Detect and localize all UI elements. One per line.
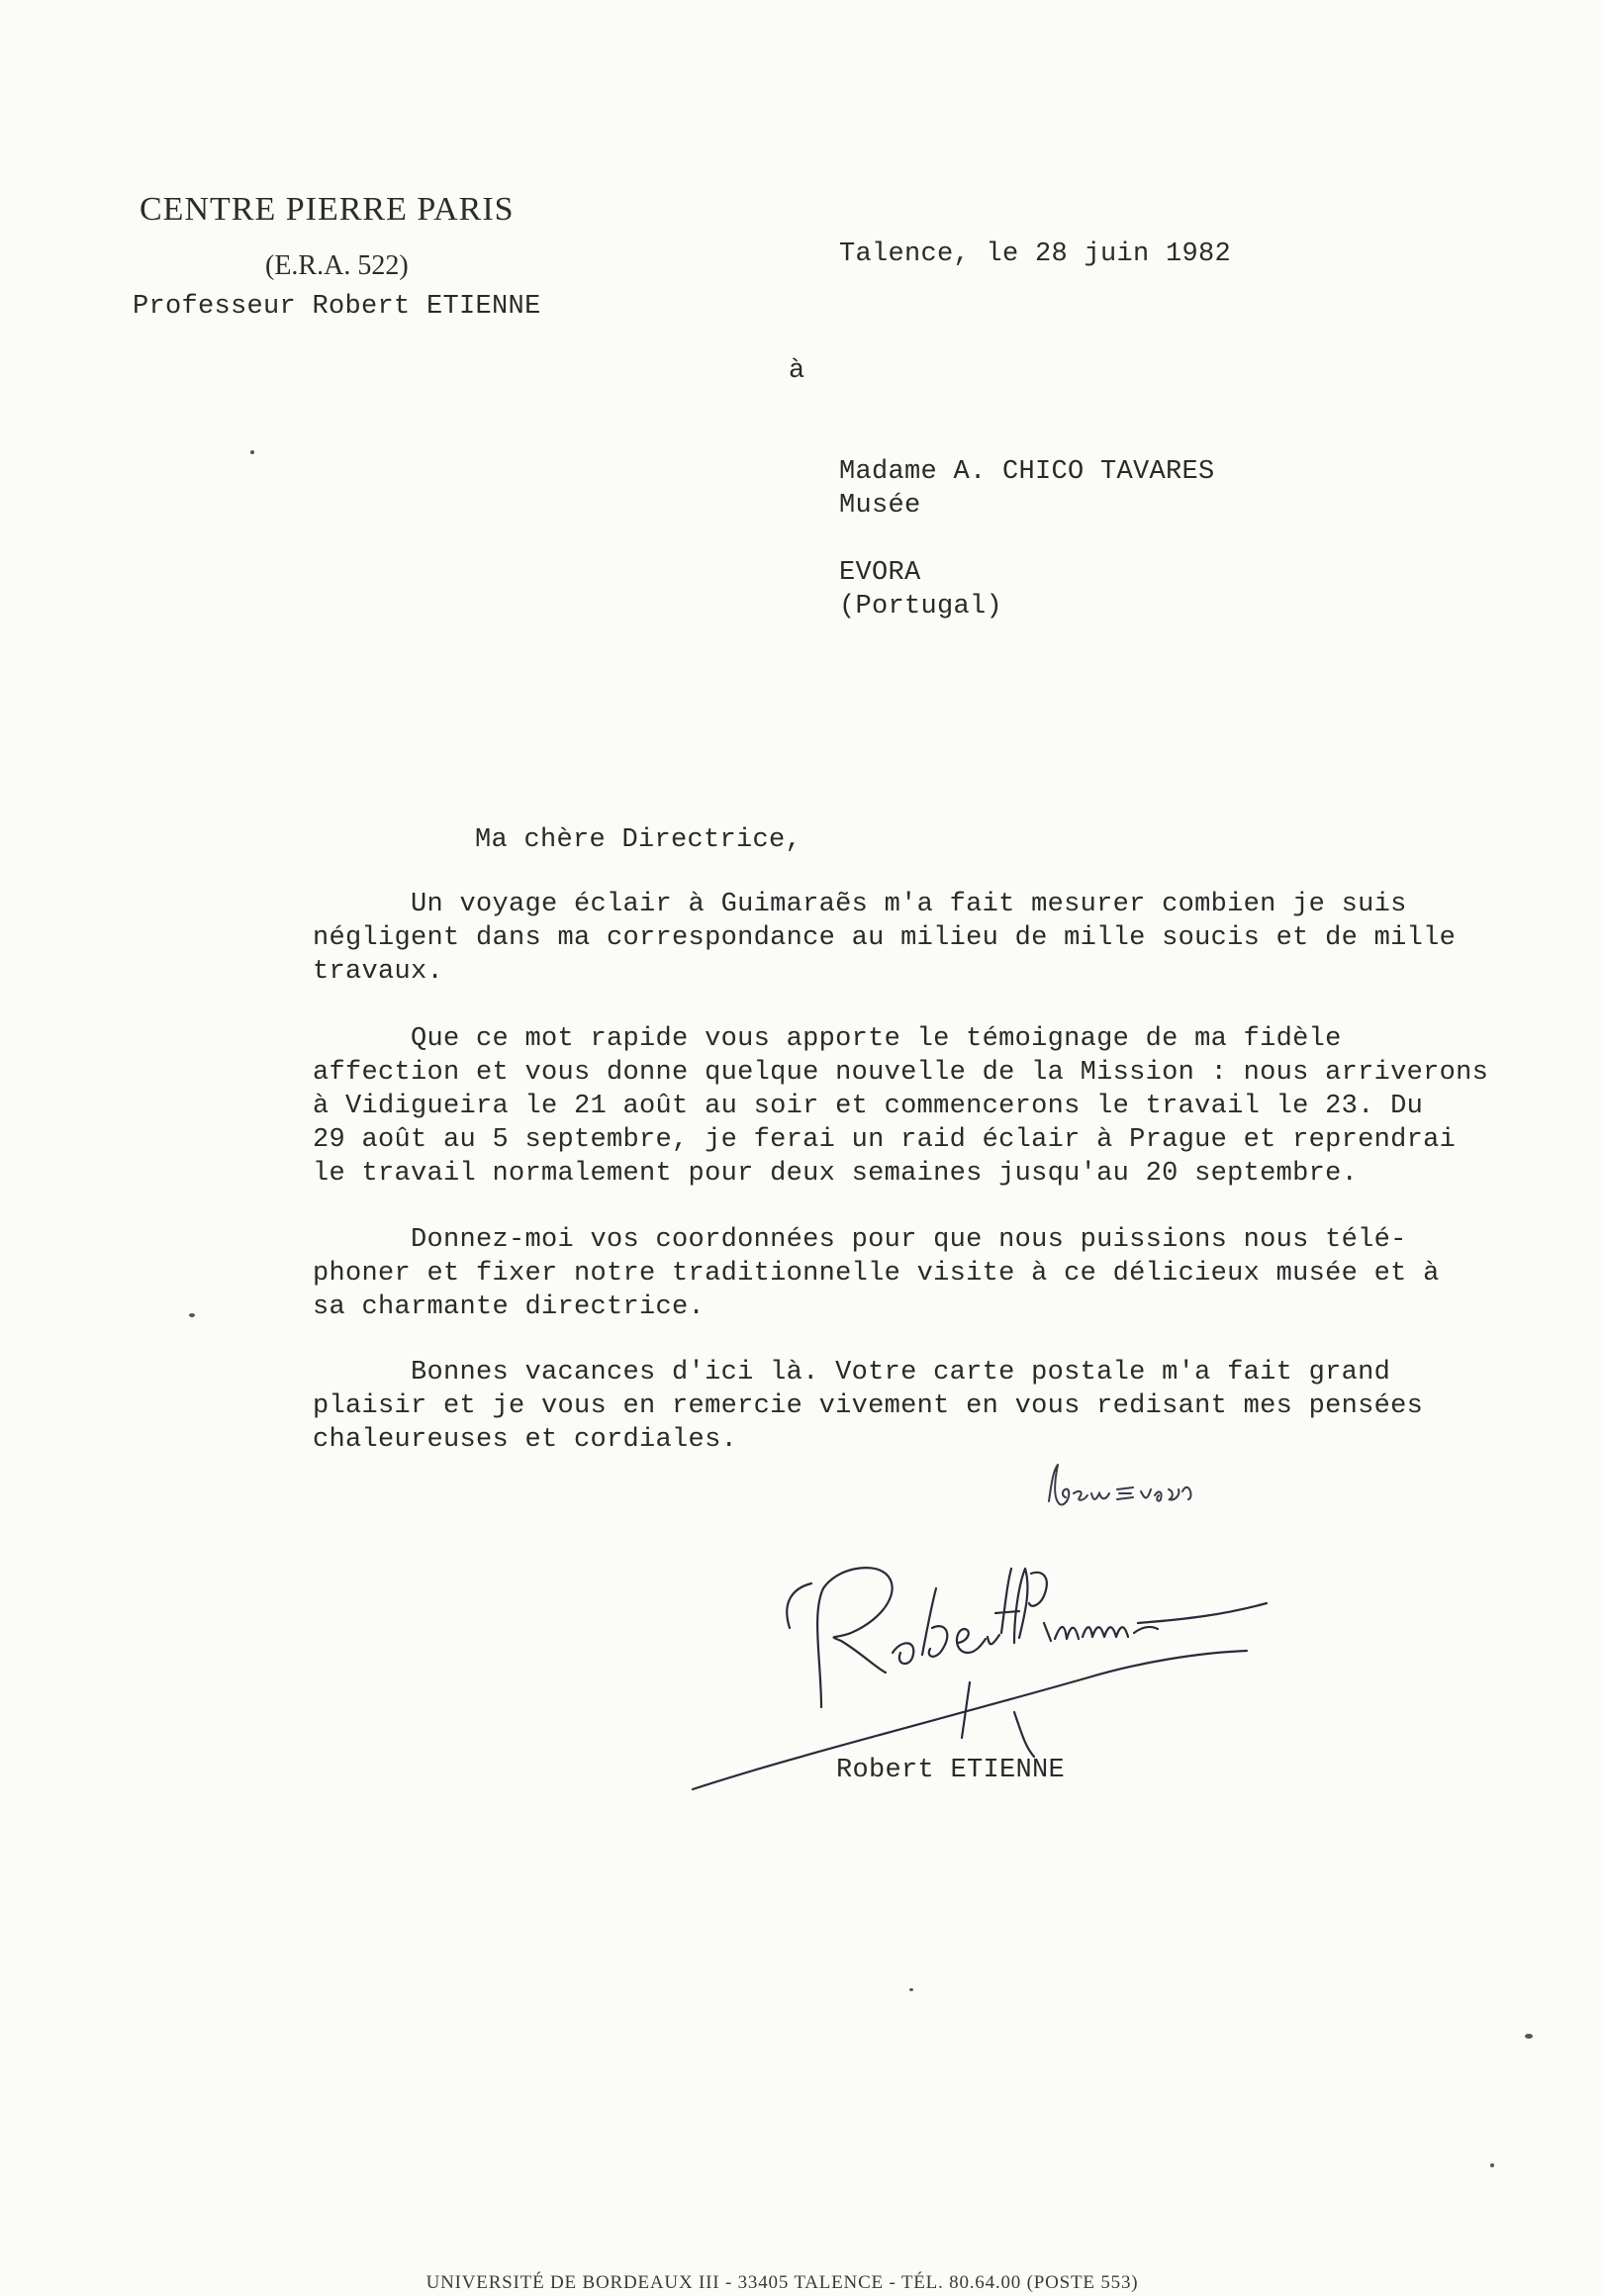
- recipient-country: (Portugal): [839, 592, 1003, 622]
- paper-speck: [1490, 2163, 1494, 2167]
- paper-speck: [1525, 2034, 1533, 2039]
- body-paragraph: Un voyage éclair à Guimaraẽs m'a fait mesurer combien je suis négligent dans ma correspondance au milieu de mille soucis et de mille travaux.: [313, 890, 1457, 987]
- letterhead-unit: (E.R.A. 522): [265, 250, 409, 281]
- letterhead-professor: Professeur Robert ETIENNE: [133, 292, 541, 322]
- signatory-name: Robert ETIENNE: [836, 1756, 1066, 1785]
- paper-speck: [189, 1313, 195, 1317]
- footer-address: [0, 2272, 1604, 2294]
- recipient-to-marker: à: [789, 356, 805, 386]
- salutation: Ma chère Directrice,: [475, 825, 802, 855]
- body-paragraph: Donnez-moi vos coordonnées pour que nous puissions nous télé- phoner et fixer notre traditionnelle visite à ce délicieux musée et à sa charmante directrice.: [313, 1225, 1440, 1322]
- paper-speck: [909, 1988, 913, 1991]
- body-paragraph: Bonnes vacances d'ici là. Votre carte postale m'a fait grand plaisir et je vous en remercie vivement en vous redisant mes pensées chaleureuses et cordiales.: [313, 1358, 1424, 1455]
- date-line: Talence, le 28 juin 1982: [839, 239, 1232, 269]
- recipient-city: EVORA: [839, 558, 921, 588]
- paper-speck: [250, 450, 254, 454]
- letterhead-organization: CENTRE PIERRE PARIS: [140, 191, 515, 228]
- handwritten-closing: [1044, 1450, 1222, 1519]
- footer-address-text: UNIVERSITÉ DE BORDEAUX III - 33405 TALENCE - TÉL. 80.64.00 (POSTE 553): [425, 2272, 1139, 2293]
- body-paragraph: Que ce mot rapide vous apporte le témoignage de ma fidèle affection et vous donne quelque nouvelle de la Mission : nous arriverons à Vidigueira le 21 août au soir et commencerons le travail le 23. Du 29 août au 5 septembre, je ferai un raid éclair à Prague et reprendrai le travail normalement pour deux semaines jusqu'au 20 septembre.: [313, 1024, 1489, 1189]
- recipient-organization: Musée: [839, 491, 921, 521]
- recipient-name: Madame A. CHICO TAVARES: [839, 457, 1215, 487]
